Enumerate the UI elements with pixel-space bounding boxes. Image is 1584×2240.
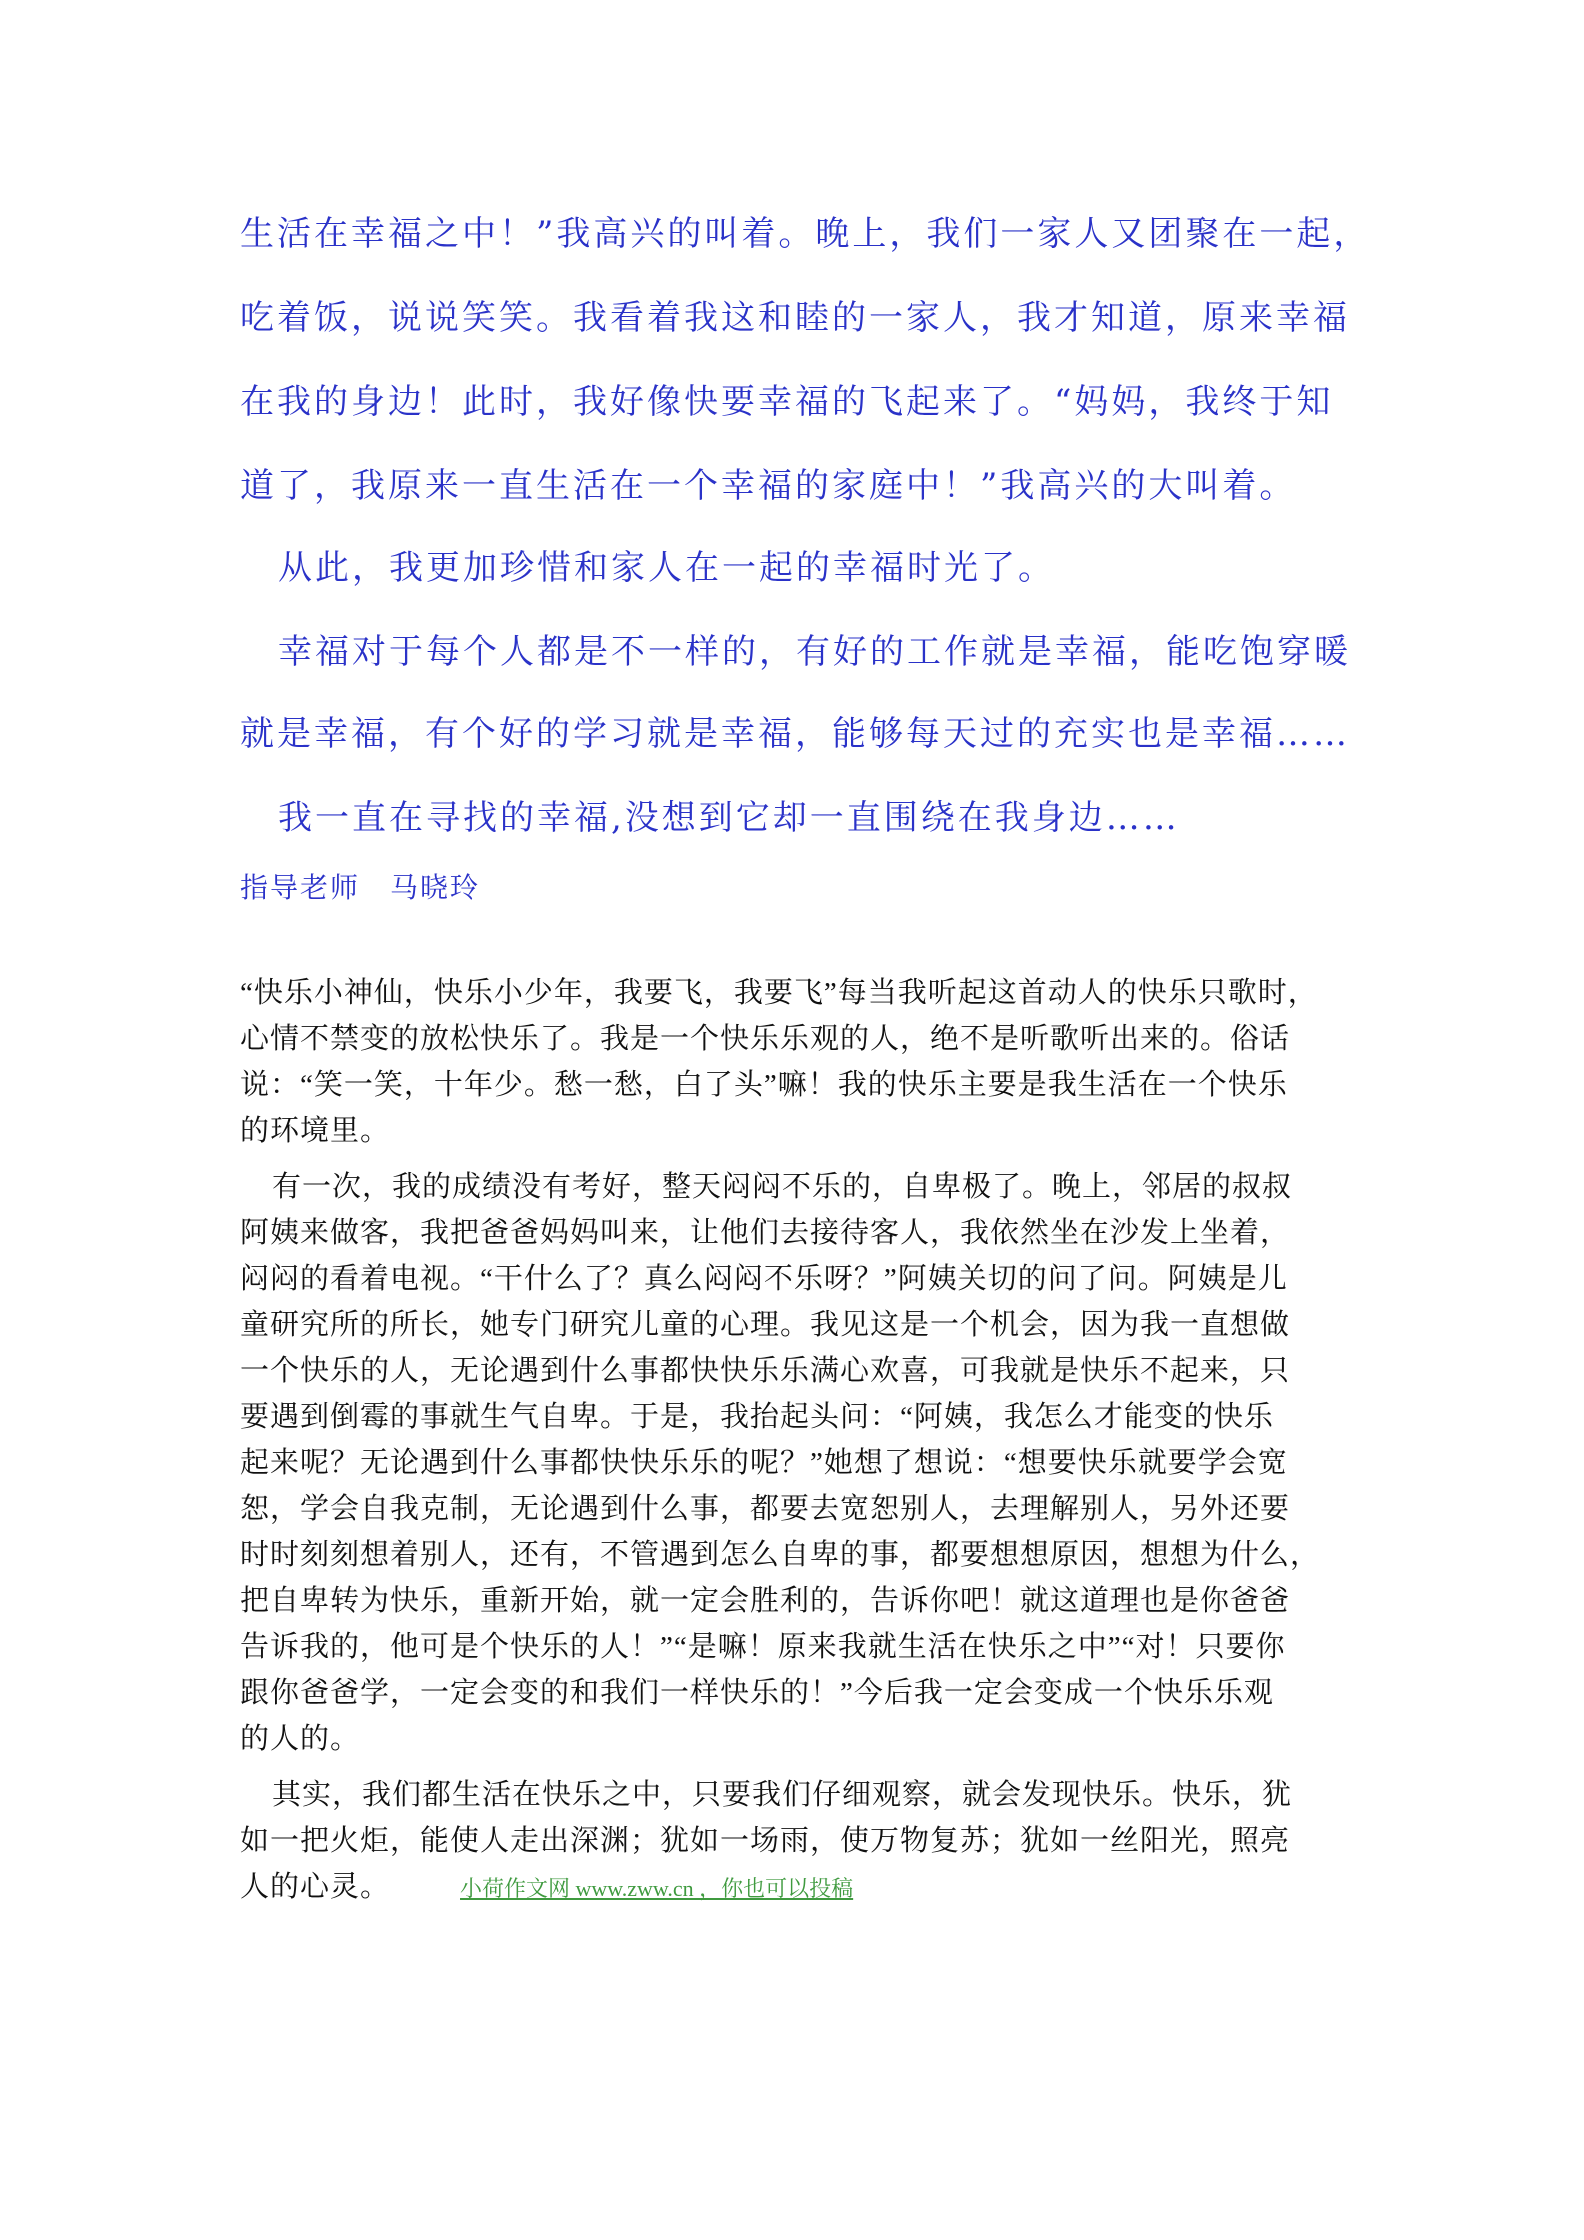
essay1-line: 就是幸福，有个好的学习就是幸福，能够每天过的充实也是幸福…… (240, 714, 1350, 754)
essay2-line: 跟你爸爸学，一定会变的和我们一样快乐的！”今后我一定会变成一个快乐乐观 (240, 1677, 1274, 1709)
essay2-line: 人的心灵。 (240, 1871, 391, 1903)
essay2-line: 起来呢？无论遇到什么事都快快乐乐的呢？”她想了想说：“想要快乐就要学会宽 (240, 1447, 1288, 1479)
essay2-line: 有一次，我的成绩没有考好，整天闷闷不乐的，自卑极了。晚上，邻居的叔叔 (272, 1171, 1293, 1203)
essay2-line: 其实，我们都生活在快乐之中，只要我们仔细观察，就会发现快乐。快乐，犹 (272, 1779, 1293, 1811)
essay2-line: 要遇到倒霉的事就生气自卑。于是，我抬起头问：“阿姨，我怎么才能变的快乐 (240, 1401, 1274, 1433)
essay1-line: 在我的身边！此时，我好像快要幸福的飞起来了。“妈妈，我终于知 (240, 382, 1334, 422)
essay2-line: 说：“笑一笑，十年少。愁一愁，白了头”嘛！我的快乐主要是我生活在一个快乐 (240, 1069, 1288, 1101)
essay2-line: 的人的。 (240, 1723, 361, 1755)
essay2-line: 如一把火炬，能使人走出深渊；犹如一场雨，使万物复苏；犹如一丝阳光，照亮 (240, 1825, 1291, 1857)
essay2-line: 一个快乐的人，无论遇到什么事都快快乐乐满心欢喜，可我就是快乐不起来，只 (240, 1355, 1291, 1387)
essay2-line: 心情不禁变的放松快乐了。我是一个快乐乐观的人，绝不是听歌听出来的。俗话 (240, 1023, 1291, 1055)
essay1-line: 从此，我更加珍惜和家人在一起的幸福时光了。 (278, 548, 1055, 588)
essay1-line: 幸福对于每个人都是不一样的，有好的工作就是幸福，能吃饱穿暖 (278, 632, 1351, 672)
essay1-line: 生活在幸福之中！”我高兴的叫着。晚上，我们一家人又团聚在一起， (240, 214, 1371, 254)
essay2-line: 告诉我的，他可是个快乐的人！”“是嘛！原来我就生活在快乐之中”“对！只要你 (240, 1631, 1286, 1663)
essay2-line: 恕，学会自我克制，无论遇到什么事，都要去宽恕别人，去理解别人，另外还要 (240, 1493, 1291, 1525)
essay2-line: “快乐小神仙，快乐小少年，我要飞，我要飞”每当我听起这首动人的快乐只歌时， (240, 977, 1318, 1009)
essay1-line: 我一直在寻找的幸福,没想到它却一直围绕在我身边…… (278, 798, 1180, 838)
essay1-line: 道了，我原来一直生活在一个幸福的家庭中！”我高兴的大叫着。 (240, 466, 1297, 506)
teacher-credit: 指导老师 马晓玲 (240, 871, 481, 904)
essay2-line: 童研究所的所长，她专门研究儿童的心理。我见这是一个机会，因为我一直想做 (240, 1309, 1291, 1341)
essay2-line: 闷闷的看着电视。“干什么了？真么闷闷不乐呀？”阿姨关切的问了问。阿姨是儿 (240, 1263, 1288, 1295)
essay2-line: 阿姨来做客，我把爸爸妈妈叫来，让他们去接待客人，我依然坐在沙发上坐着， (240, 1217, 1291, 1249)
essay2-line: 把自卑转为快乐，重新开始，就一定会胜利的，告诉你吧！就这道理也是你爸爸 (240, 1585, 1291, 1617)
essay2-line: 的环境里。 (240, 1115, 391, 1147)
essay2-last-line (240, 1868, 853, 1908)
essay2-line: 时时刻刻想着别人，还有，不管遇到怎么自卑的事，都要想想原因，想想为什么， (240, 1539, 1321, 1571)
source-link[interactable]: 小荷作文网 www.zww.cn ，你也可以投稿 (460, 1876, 854, 1901)
essay1-line: 吃着饭，说说笑笑。我看着我这和睦的一家人，我才知道，原来幸福 (240, 298, 1350, 338)
